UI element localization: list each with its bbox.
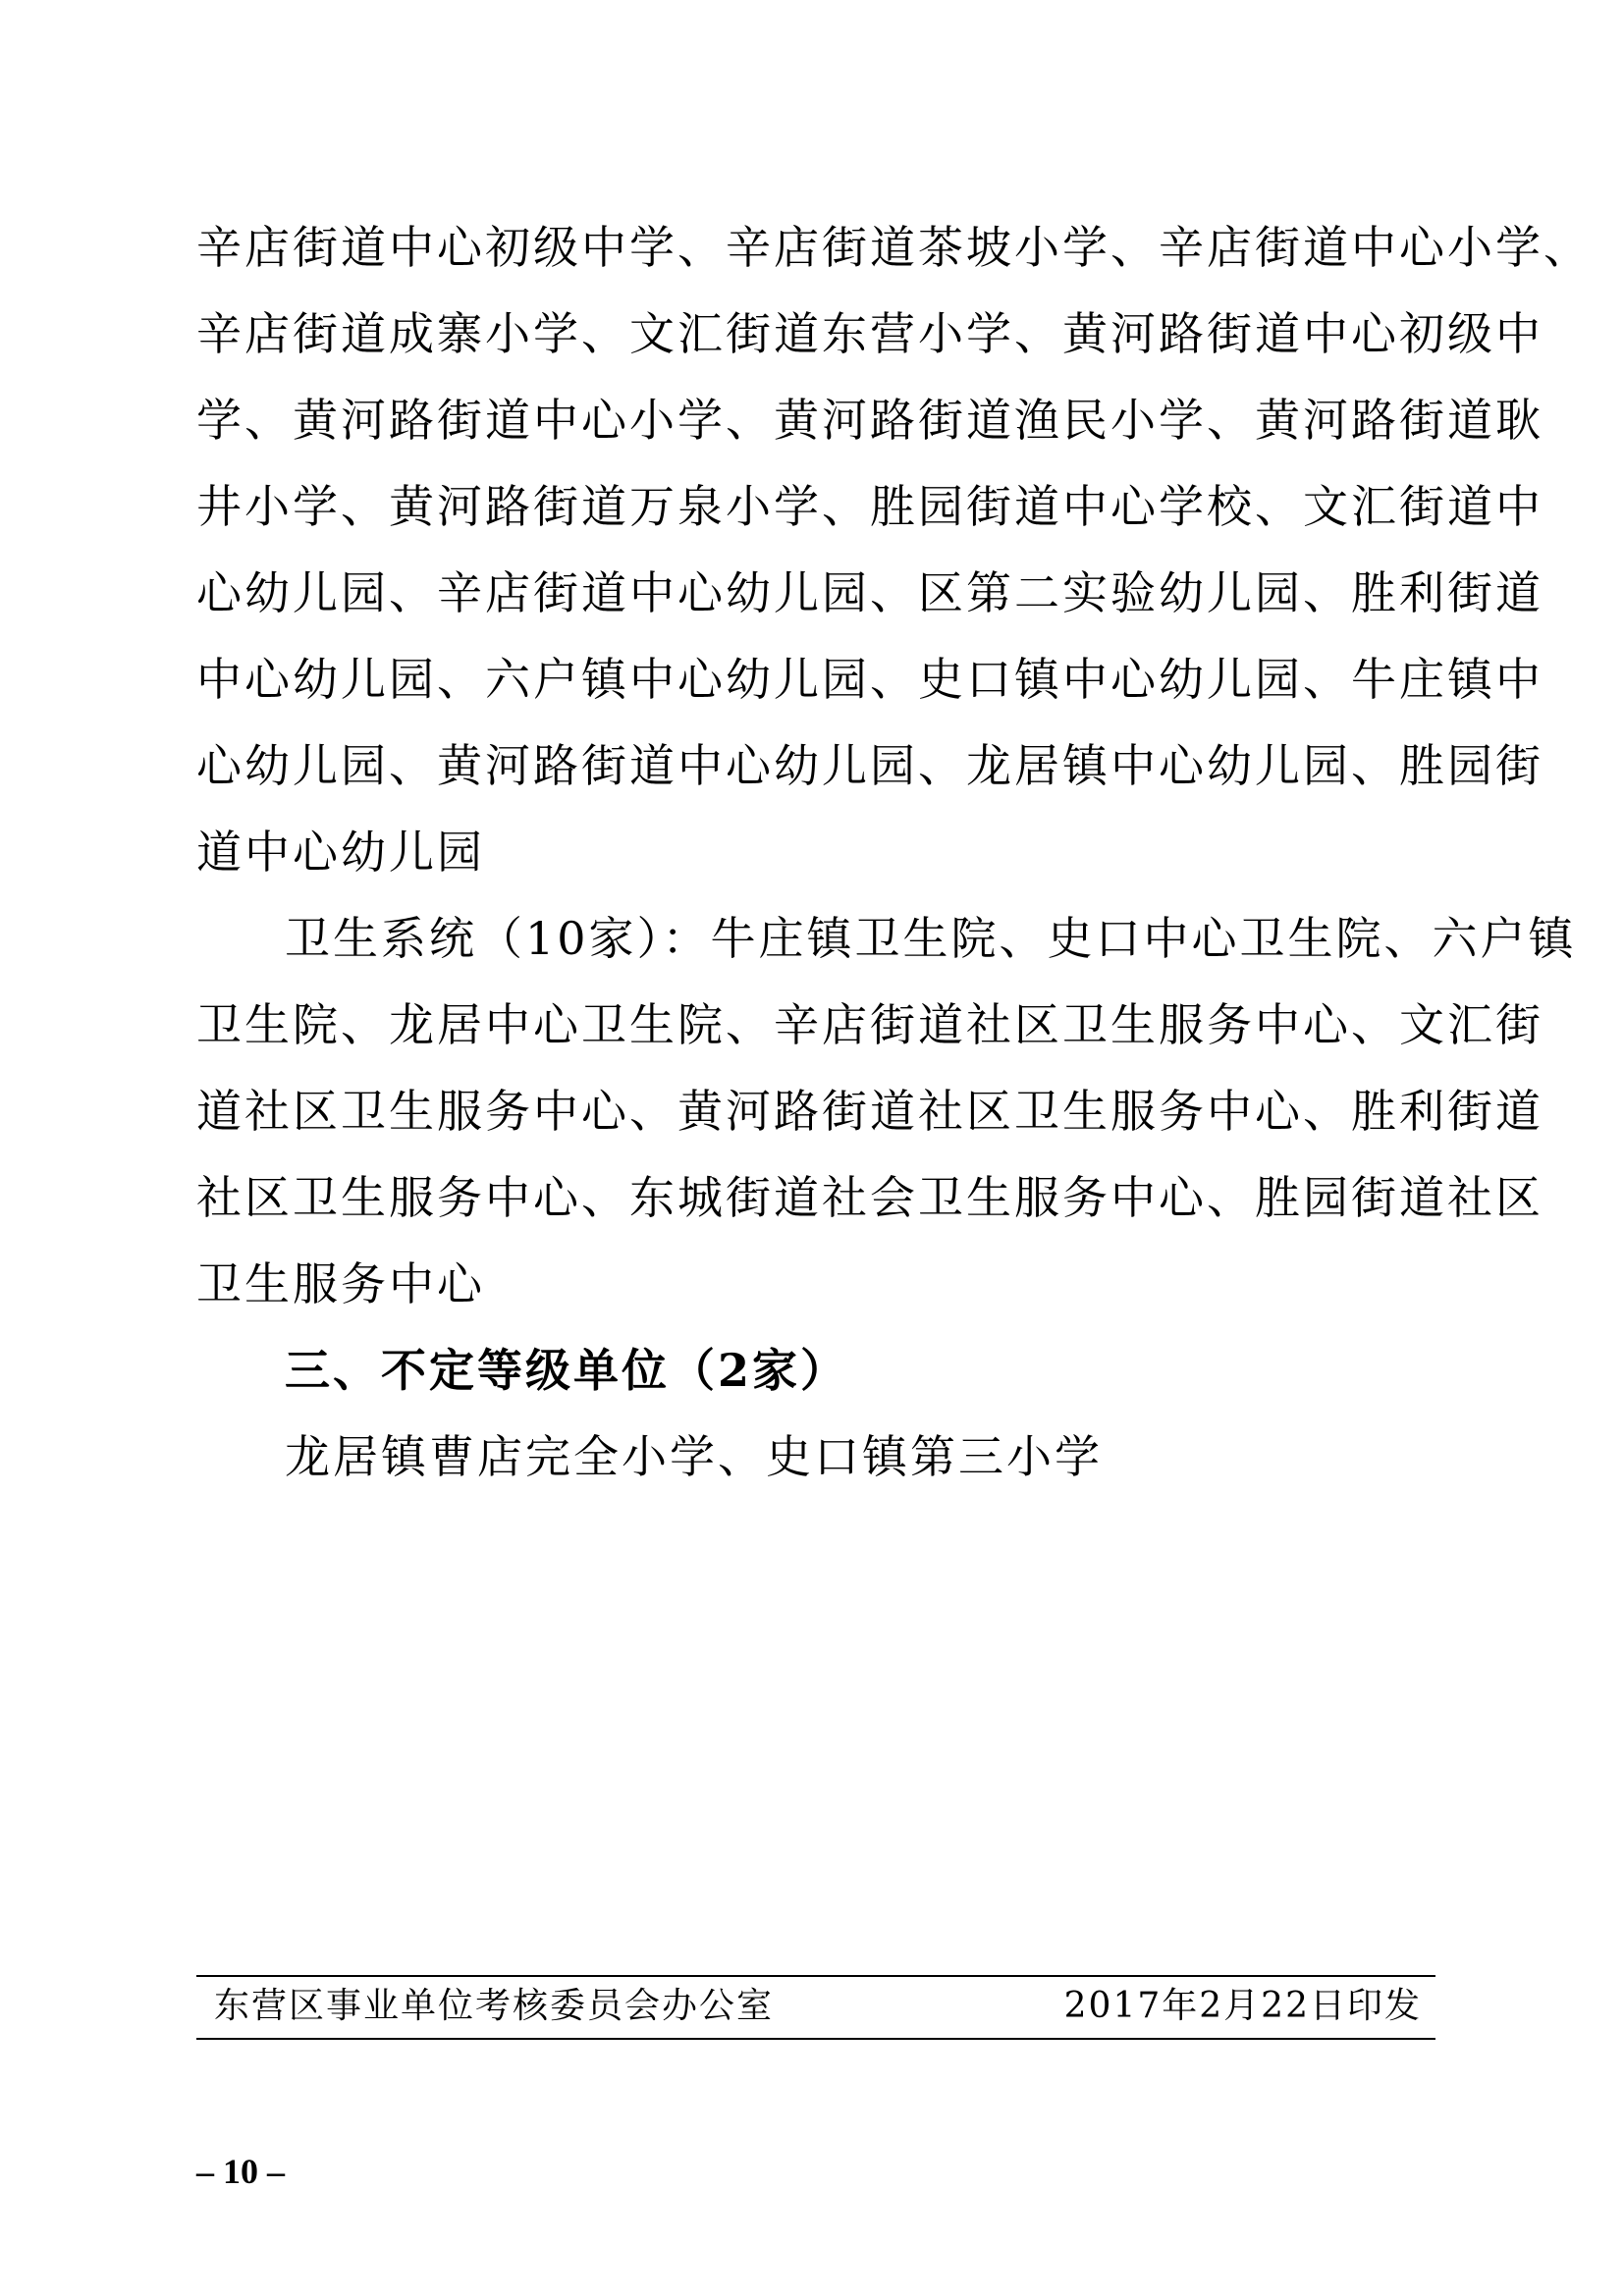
body-line: 学、黄河路街道中心小学、黄河路街道渔民小学、黄河路街道耿 <box>196 394 1543 447</box>
footer-imprint <box>214 1979 1422 2034</box>
body-line: 龙居镇曹店完全小学、史口镇第三小学 <box>285 1430 1103 1483</box>
body-line: 道中心幼儿园 <box>196 826 485 879</box>
body-line: 心幼儿园、辛店街道中心幼儿园、区第二实验幼儿园、胜利街道 <box>196 566 1543 619</box>
footer-issuer: 东营区事业单位考核委员会办公室 <box>214 1986 775 2026</box>
page-number: – 10 – <box>196 2152 285 2191</box>
body-line: 辛店街道中心初级中学、辛店街道茶坡小学、辛店街道中心小学、 <box>196 221 1592 274</box>
health-system-heading-line: 卫生系统（10家）：牛庄镇卫生院、史口中心卫生院、六户镇 <box>285 912 1577 965</box>
body-line: 中心幼儿园、六户镇中心幼儿园、史口镇中心幼儿园、牛庄镇中 <box>196 653 1543 706</box>
body-line: 道社区卫生服务中心、黄河路街道社区卫生服务中心、胜利街道 <box>196 1085 1543 1138</box>
body-line: 井小学、黄河路街道万泉小学、胜园街道中心学校、文汇街道中 <box>196 480 1543 533</box>
body-line: 心幼儿园、黄河路街道中心幼儿园、龙居镇中心幼儿园、胜园街 <box>196 739 1543 792</box>
footer-bottom-rule <box>196 2038 1435 2040</box>
body-line: 辛店街道成寨小学、文汇街道东营小学、黄河路街道中心初级中 <box>196 307 1543 360</box>
body-line: 卫生服务中心 <box>196 1257 485 1310</box>
footer-top-rule <box>196 1975 1435 1977</box>
footer-date: 2017年2月22日印发 <box>1063 1986 1422 2026</box>
section-heading: 三、不定等级单位（2家） <box>285 1344 849 1397</box>
body-text <box>196 204 1592 1500</box>
body-line: 社区卫生服务中心、东城街道社会卫生服务中心、胜园街道社区 <box>196 1171 1543 1224</box>
body-line: 卫生院、龙居中心卫生院、辛店街道社区卫生服务中心、文汇街 <box>196 998 1543 1051</box>
